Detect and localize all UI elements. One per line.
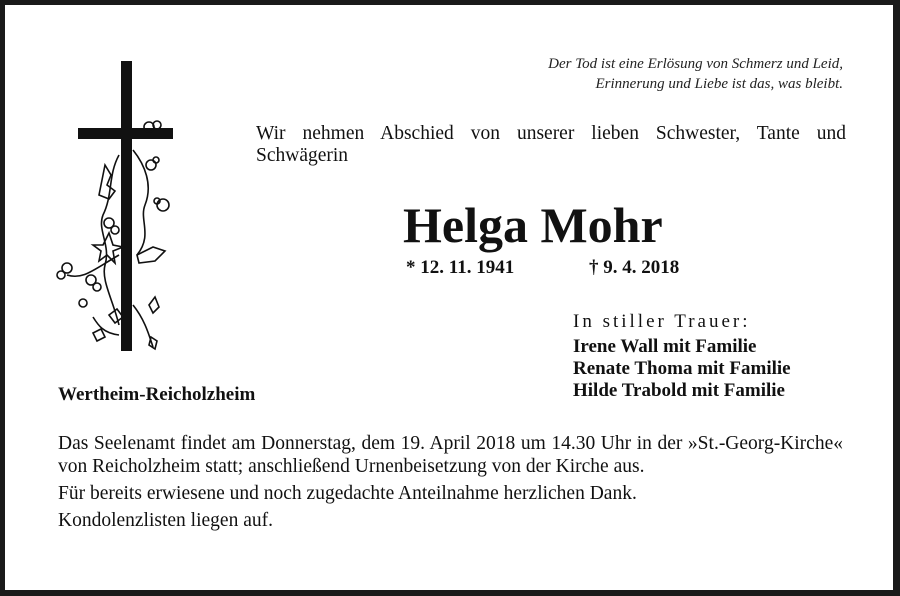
obituary-notice — [5, 5, 893, 590]
motto-quote — [548, 54, 843, 94]
mourner-item: Irene Wall mit Familie — [573, 336, 757, 357]
mourning-label: In stiller Trauer: — [573, 311, 751, 332]
cross-with-flowers-icon — [53, 55, 173, 360]
birth-date: * 12. 11. 1941 — [406, 257, 515, 278]
service-paragraph: Das Seelenamt findet am Donnerstag, dem 19. April 2018 um 14.30 Uhr in der »St.-Georg-Kirche« von Reicholzheim statt; anschließend Urnenbeisetzung von der Kirche aus. — [58, 433, 843, 477]
thanks-paragraph: Für bereits erwiesene und noch zugedachte Anteilnahme herzlichen Dank. — [58, 483, 637, 504]
mourners-list — [573, 336, 791, 402]
death-date: † 9. 4. 2018 — [589, 257, 680, 278]
condolence-paragraph: Kondolenzlisten liegen auf. — [58, 510, 273, 531]
mourner-item: Renate Thoma mit Familie — [573, 358, 791, 379]
motto-line-2: Erinnerung und Liebe ist das, was bleibt. — [595, 76, 843, 92]
deceased-name: Helga Mohr — [403, 197, 663, 253]
service-details — [58, 432, 843, 536]
motto-line-1: Der Tod ist eine Erlösung von Schmerz und Leid, — [548, 56, 843, 72]
place-name: Wertheim-Reicholzheim — [58, 384, 256, 405]
intro-text: Wir nehmen Abschied von unserer lieben Schwester, Tante und Schwägerin — [256, 123, 846, 166]
mourner-item: Hilde Trabold mit Familie — [573, 380, 785, 401]
